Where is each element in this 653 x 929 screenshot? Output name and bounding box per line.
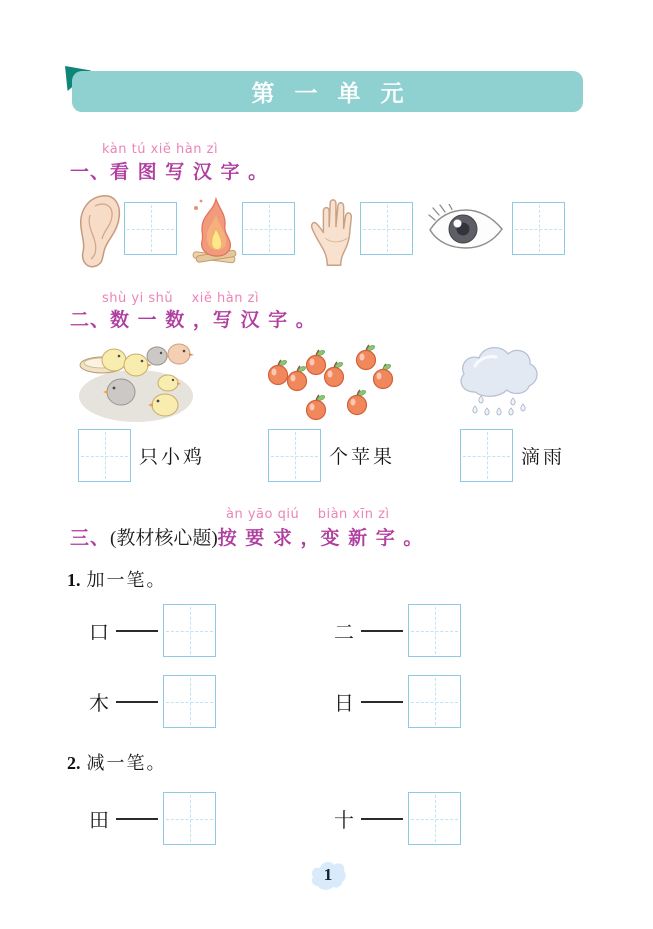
chick xyxy=(147,347,170,365)
writing-box[interactable] xyxy=(268,429,321,482)
writing-box[interactable] xyxy=(360,202,413,255)
section3-title-text: 按 要 求 ，变 新 字 。 xyxy=(217,527,424,549)
source-char: 日 xyxy=(334,693,354,715)
answer-label: 个苹果 xyxy=(329,447,396,468)
answer-item xyxy=(268,429,395,482)
apple xyxy=(307,349,326,374)
apple xyxy=(357,344,376,369)
source-char: 二 xyxy=(334,622,354,644)
spark xyxy=(200,200,203,203)
subsection2-header xyxy=(67,749,167,775)
source-char: 田 xyxy=(89,810,109,832)
char-exercise xyxy=(88,604,216,657)
char-exercise xyxy=(333,604,461,657)
dash-line xyxy=(116,630,158,632)
source-char: 口 xyxy=(89,622,109,644)
answer-item xyxy=(460,429,565,482)
dash-line xyxy=(116,701,158,703)
subsection2-number: 2. xyxy=(67,753,81,773)
dash-line xyxy=(361,630,403,632)
page-number-badge xyxy=(309,856,347,891)
writing-box[interactable] xyxy=(163,675,216,728)
page-number: 1 xyxy=(323,864,333,884)
writing-box[interactable] xyxy=(408,675,461,728)
writing-box[interactable] xyxy=(460,429,513,482)
writing-box[interactable] xyxy=(163,604,216,657)
writing-box[interactable] xyxy=(163,792,216,845)
section3-prefix: 三、 xyxy=(70,527,111,549)
apple xyxy=(288,365,307,390)
subsection1-header xyxy=(67,566,167,592)
apple xyxy=(325,361,344,386)
section3-tag: (教材核心题) xyxy=(110,528,218,549)
spark xyxy=(194,206,198,210)
source-char: 十 xyxy=(334,810,354,832)
section3-title xyxy=(70,523,423,550)
char-exercise xyxy=(88,675,216,728)
ear-image xyxy=(74,193,124,269)
section1-title: 一、看 图 写 汉 字 。 xyxy=(70,161,269,183)
subsection1-number: 1. xyxy=(67,570,81,590)
section3-pinyin: àn yāo qiú biàn xīn zì xyxy=(226,507,390,522)
source-char: 木 xyxy=(89,693,109,715)
writing-box[interactable] xyxy=(124,202,177,255)
unit-title: 第 一 单 元 xyxy=(251,81,410,107)
dash-line xyxy=(361,818,403,820)
section1-pinyin: kàn tú xiě hàn zì xyxy=(102,142,219,157)
writing-box[interactable] xyxy=(408,792,461,845)
eye-image xyxy=(427,204,505,254)
chick xyxy=(168,344,194,364)
answer-item xyxy=(78,429,205,482)
dash-line xyxy=(116,818,158,820)
char-exercise xyxy=(333,792,461,845)
answer-label: 只小鸡 xyxy=(139,447,206,468)
subsection2-label: 减一笔。 xyxy=(86,753,167,773)
writing-box[interactable] xyxy=(408,604,461,657)
unit-banner xyxy=(72,71,583,112)
apple xyxy=(348,389,367,414)
apples-image xyxy=(254,339,394,427)
apple xyxy=(269,359,288,384)
writing-box[interactable] xyxy=(242,202,295,255)
section2-title: 二、数 一 数 ，写 汉 字 。 xyxy=(70,309,316,331)
apple xyxy=(307,394,326,419)
char-exercise xyxy=(333,675,461,728)
answer-label: 滴雨 xyxy=(521,447,566,468)
subsection1-label: 加一笔。 xyxy=(86,570,167,590)
rain-cloud-image xyxy=(455,342,543,416)
char-exercise xyxy=(88,792,216,845)
writing-box[interactable] xyxy=(78,429,131,482)
chicks-image xyxy=(76,338,196,426)
section2-pinyin: shù yi shǔ xiě hàn zì xyxy=(102,291,260,306)
apple xyxy=(374,363,393,388)
hand-image xyxy=(307,194,361,267)
fire-image xyxy=(190,195,240,266)
writing-box[interactable] xyxy=(512,202,565,255)
dash-line xyxy=(361,701,403,703)
